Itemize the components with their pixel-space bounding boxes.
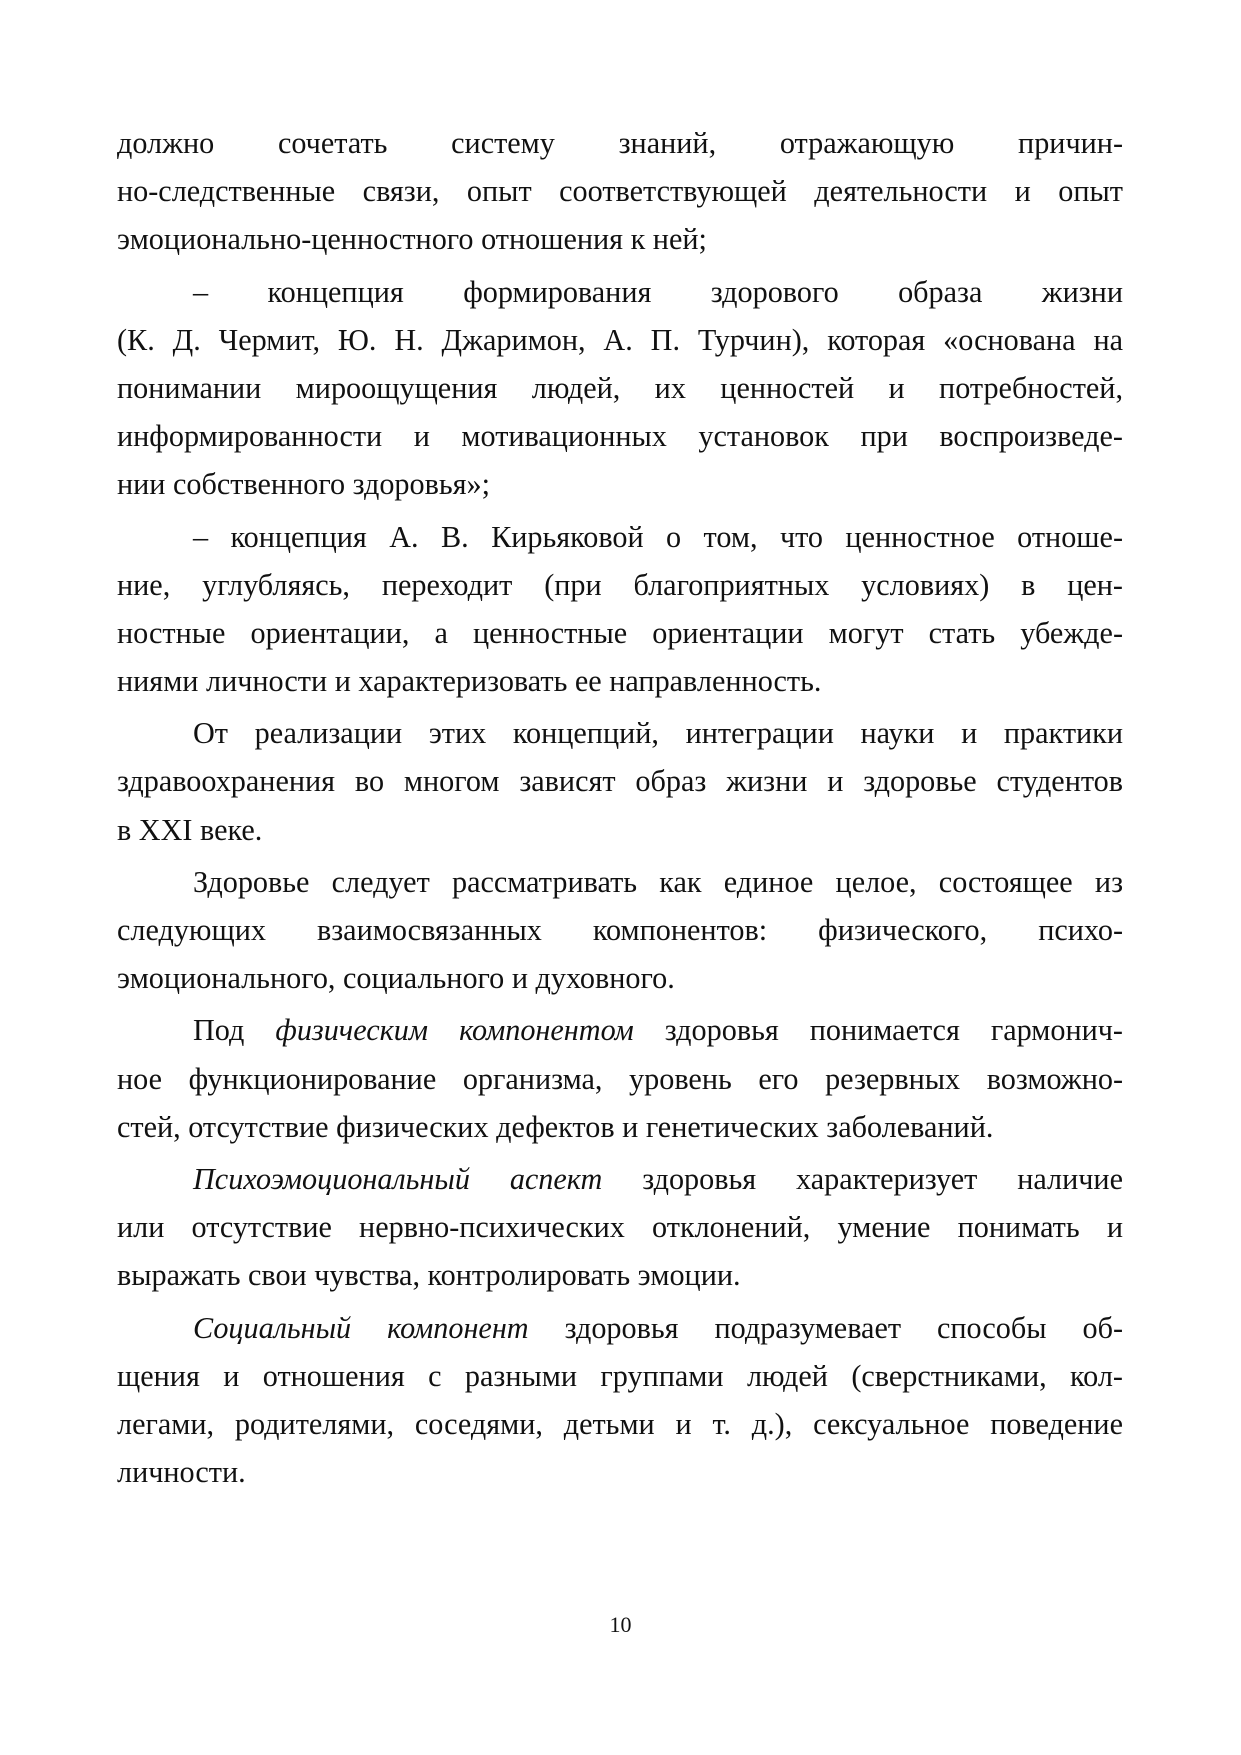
text-run: здоровья понимается гармонич- [633,1013,1123,1048]
text-run: щения и отношения с разными группами людей (сверстниками, кол- [117,1358,1123,1393]
text-run: информированности и мотивационных установок при воспроизведе- [117,419,1123,454]
text-run: следующих взаимосвязанных компонентов: физического, психо- [117,913,1123,947]
italic-term: Психоэмоциональный аспект [193,1161,603,1196]
text-run: Здоровье следует рассматривать как единое целое, состоящее из [193,864,1123,899]
text-run: (К. Д. Чермит, Ю. Н. Джаримон, А. П. Турчин), которая «основана на [117,322,1123,357]
text-line [117,1006,1123,1054]
text-line [117,1352,1123,1400]
text-line [117,1103,1123,1151]
text-run: но-следственные связи, опыт соответствующей деятельности и опыт [117,174,1123,209]
text-run: ностные ориентации, а ценностные ориентации могут стать убежде- [117,615,1123,650]
text-line [117,1251,1123,1299]
text-line [117,460,1123,508]
text-run: здоровья характеризует наличие [602,1161,1123,1196]
text-run: легами, родителями, соседями, детьми и т. д.), сексуальное поведение [117,1406,1123,1441]
text-run: стей, отсутствие физических дефектов и генетических заболеваний. [117,1109,994,1144]
text-line [117,954,1123,1002]
text-line [117,1448,1123,1496]
text-line [117,657,1123,705]
page-number: 10 [609,1612,632,1637]
text-run: эмоционального, социального и духовного. [117,961,675,996]
text-run: понимании мироощущения людей, их ценностей и потребностей, [117,370,1123,405]
text-run: личности. [117,1455,246,1490]
text-run: Под [193,1013,276,1048]
text-line [117,906,1123,954]
text-line [117,1304,1123,1352]
text-line [117,364,1123,412]
text-line [117,215,1123,263]
italic-term: Социальный компонент [193,1310,529,1345]
text-run: здравоохранения во многом зависят образ жизни и здоровье студентов [117,764,1123,799]
text-line [117,757,1123,805]
text-run: ное функционирование организма, уровень его резервных возможно- [117,1061,1123,1096]
text-line [117,1055,1123,1103]
body-text [117,119,1123,1496]
text-line [117,806,1123,854]
text-run: эмоционально-ценностного отношения к ней; [117,222,707,257]
text-run: выражать свои чувства, контролировать эмоции. [117,1258,741,1293]
text-run: ние, углубляясь, переходит (при благоприятных условиях) в цен- [117,567,1123,602]
text-run: От реализации этих концепций, интеграции науки и практики [193,716,1123,751]
text-run: ниями личности и характеризовать ее направленность. [117,664,822,699]
text-line [117,268,1123,316]
text-run: – концепция А. В. Кирьяковой о том, что ценностное отноше- [193,519,1123,554]
text-line [117,513,1123,561]
text-run: – концепция формирования здорового образа жизни [193,274,1123,309]
text-line [117,167,1123,215]
italic-term: физическим компонентом [275,1013,634,1048]
text-line [117,1400,1123,1448]
text-run: должно сочетать систему знаний, отражающую причин- [117,126,1123,160]
text-line [117,1155,1123,1203]
text-line [117,858,1123,906]
text-line [117,709,1123,757]
text-line [117,119,1123,167]
text-line [117,609,1123,657]
text-line [117,561,1123,609]
text-line [117,316,1123,364]
text-run: или отсутствие нервно-психических отклонений, умение понимать и [117,1210,1123,1245]
text-line [117,412,1123,460]
text-run: нии собственного здоровья»; [117,467,491,502]
text-run: здоровья подразумевает способы об- [528,1310,1124,1345]
text-line [117,1203,1123,1251]
text-run: в XXI веке. [117,812,263,847]
